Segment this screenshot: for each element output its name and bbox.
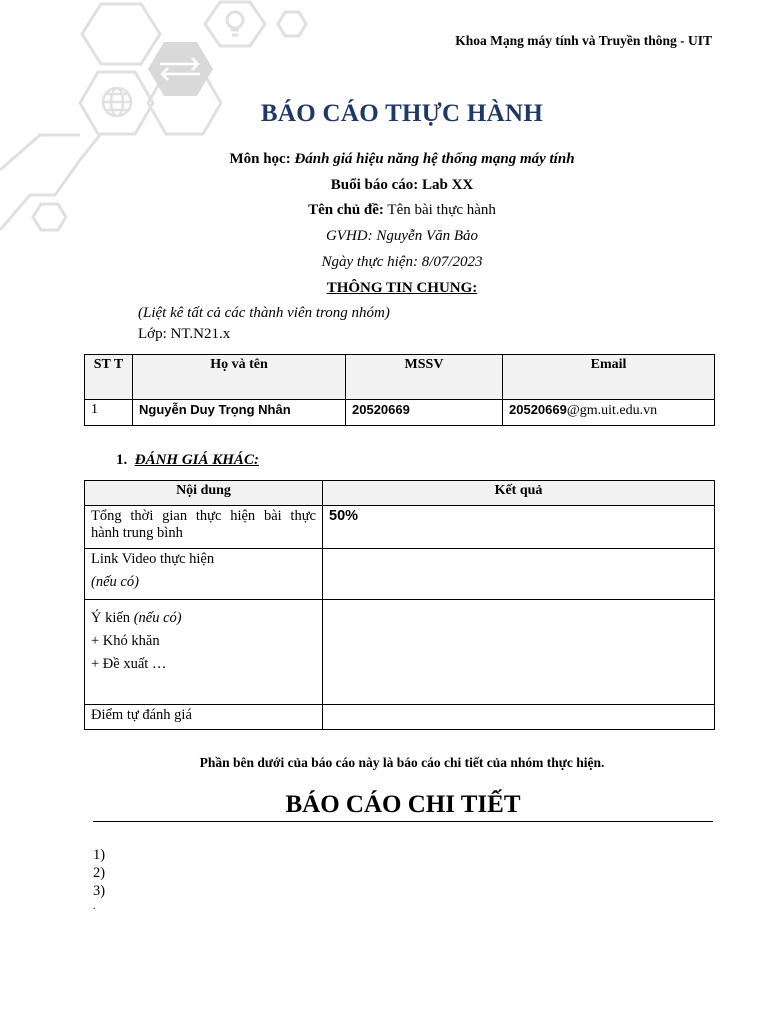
- evaluation-heading: [116, 452, 259, 469]
- detail-list: [93, 846, 105, 914]
- list-item: 2): [93, 865, 106, 881]
- email-id: 20520669: [509, 402, 567, 417]
- self-score-value: [323, 705, 715, 730]
- evaluation-header-row: [85, 481, 715, 506]
- detail-title: BÁO CÁO CHI TIẾT: [285, 791, 521, 818]
- cell-stt: 1: [85, 400, 133, 426]
- email-domain: @gm.uit.edu.vn: [566, 403, 658, 418]
- divider: [93, 821, 713, 822]
- topic-line: [0, 202, 768, 219]
- topic-label: Tên chủ đề:: [308, 202, 384, 218]
- evaluation-heading-number: 1.: [116, 452, 128, 468]
- opinion-value: [323, 600, 715, 705]
- table-row: [85, 549, 715, 600]
- cell-mssv: 20520669: [346, 400, 503, 426]
- table-row: [85, 506, 715, 549]
- opinion-label: Ý kiến: [91, 610, 134, 626]
- video-label: Link Video thực hiện: [91, 551, 215, 567]
- list-item: 1): [93, 847, 106, 863]
- header-result: Kết quả: [323, 481, 715, 506]
- evaluation-table: [84, 480, 715, 730]
- department-header: Khoa Mạng máy tính và Truyền thông - UIT: [455, 33, 712, 48]
- topic-value: Tên bài thực hành: [387, 202, 496, 218]
- course-label: Môn học:: [229, 151, 291, 167]
- report-title: BÁO CÁO THỰC HÀNH: [260, 100, 544, 127]
- self-score-label: Điểm tự đánh giá: [85, 705, 323, 730]
- avg-time-label: Tổng thời gian thực hiện bài thực hành trung bình: [85, 506, 323, 549]
- header-name: Họ và tên: [133, 355, 346, 400]
- class-line: Lớp: NT.N21.x: [138, 326, 231, 342]
- header-content: Nội dung: [85, 481, 323, 506]
- course-line: [0, 151, 768, 168]
- cell-email: [503, 400, 715, 426]
- detail-note: Phần bên dưới của báo cáo này là báo cáo chi tiết của nhóm thực hiện.: [199, 755, 605, 770]
- table-row: [85, 705, 715, 730]
- session-value: Lab XX: [422, 177, 474, 193]
- cell-name: Nguyễn Duy Trọng Nhân: [133, 400, 346, 426]
- date-value: 8/07/2023: [421, 254, 483, 270]
- session-line: [0, 177, 768, 194]
- video-value: [323, 549, 715, 600]
- date-line: [0, 254, 768, 271]
- proposal-line: + Đề xuất …: [91, 656, 167, 672]
- list-item: 3): [93, 883, 106, 899]
- header-email: Email: [503, 355, 715, 400]
- course-value: Đánh giá hiệu năng hệ thống mạng máy tính: [294, 151, 575, 167]
- trailing-dot: .: [93, 901, 96, 912]
- table-row: [85, 400, 715, 426]
- members-note: (Liệt kê tất cả các thành viên trong nhóm): [138, 305, 390, 321]
- header-stt: ST T: [85, 355, 133, 400]
- difficulty-line: + Khó khăn: [91, 633, 160, 649]
- opinion-cell: [85, 600, 323, 705]
- members-header-row: [85, 355, 715, 400]
- video-note: (nếu có): [91, 574, 139, 590]
- header-mssv: MSSV: [346, 355, 503, 400]
- opinion-note: (nếu có): [133, 610, 182, 626]
- lightbulb-icon: [227, 12, 243, 35]
- session-label: Buổi báo cáo:: [330, 177, 419, 193]
- members-table: [84, 354, 715, 426]
- general-info-heading: THÔNG TIN CHUNG:: [326, 280, 478, 296]
- opinion-line: [91, 610, 316, 627]
- date-label: Ngày thực hiện:: [321, 254, 422, 270]
- instructor-line: GVHD: Nguyễn Văn Bảo: [325, 228, 479, 244]
- avg-time-value: 50%: [323, 506, 715, 549]
- evaluation-heading-text: ĐÁNH GIÁ KHÁC:: [134, 452, 259, 468]
- table-row: [85, 600, 715, 705]
- video-cell: [85, 549, 323, 600]
